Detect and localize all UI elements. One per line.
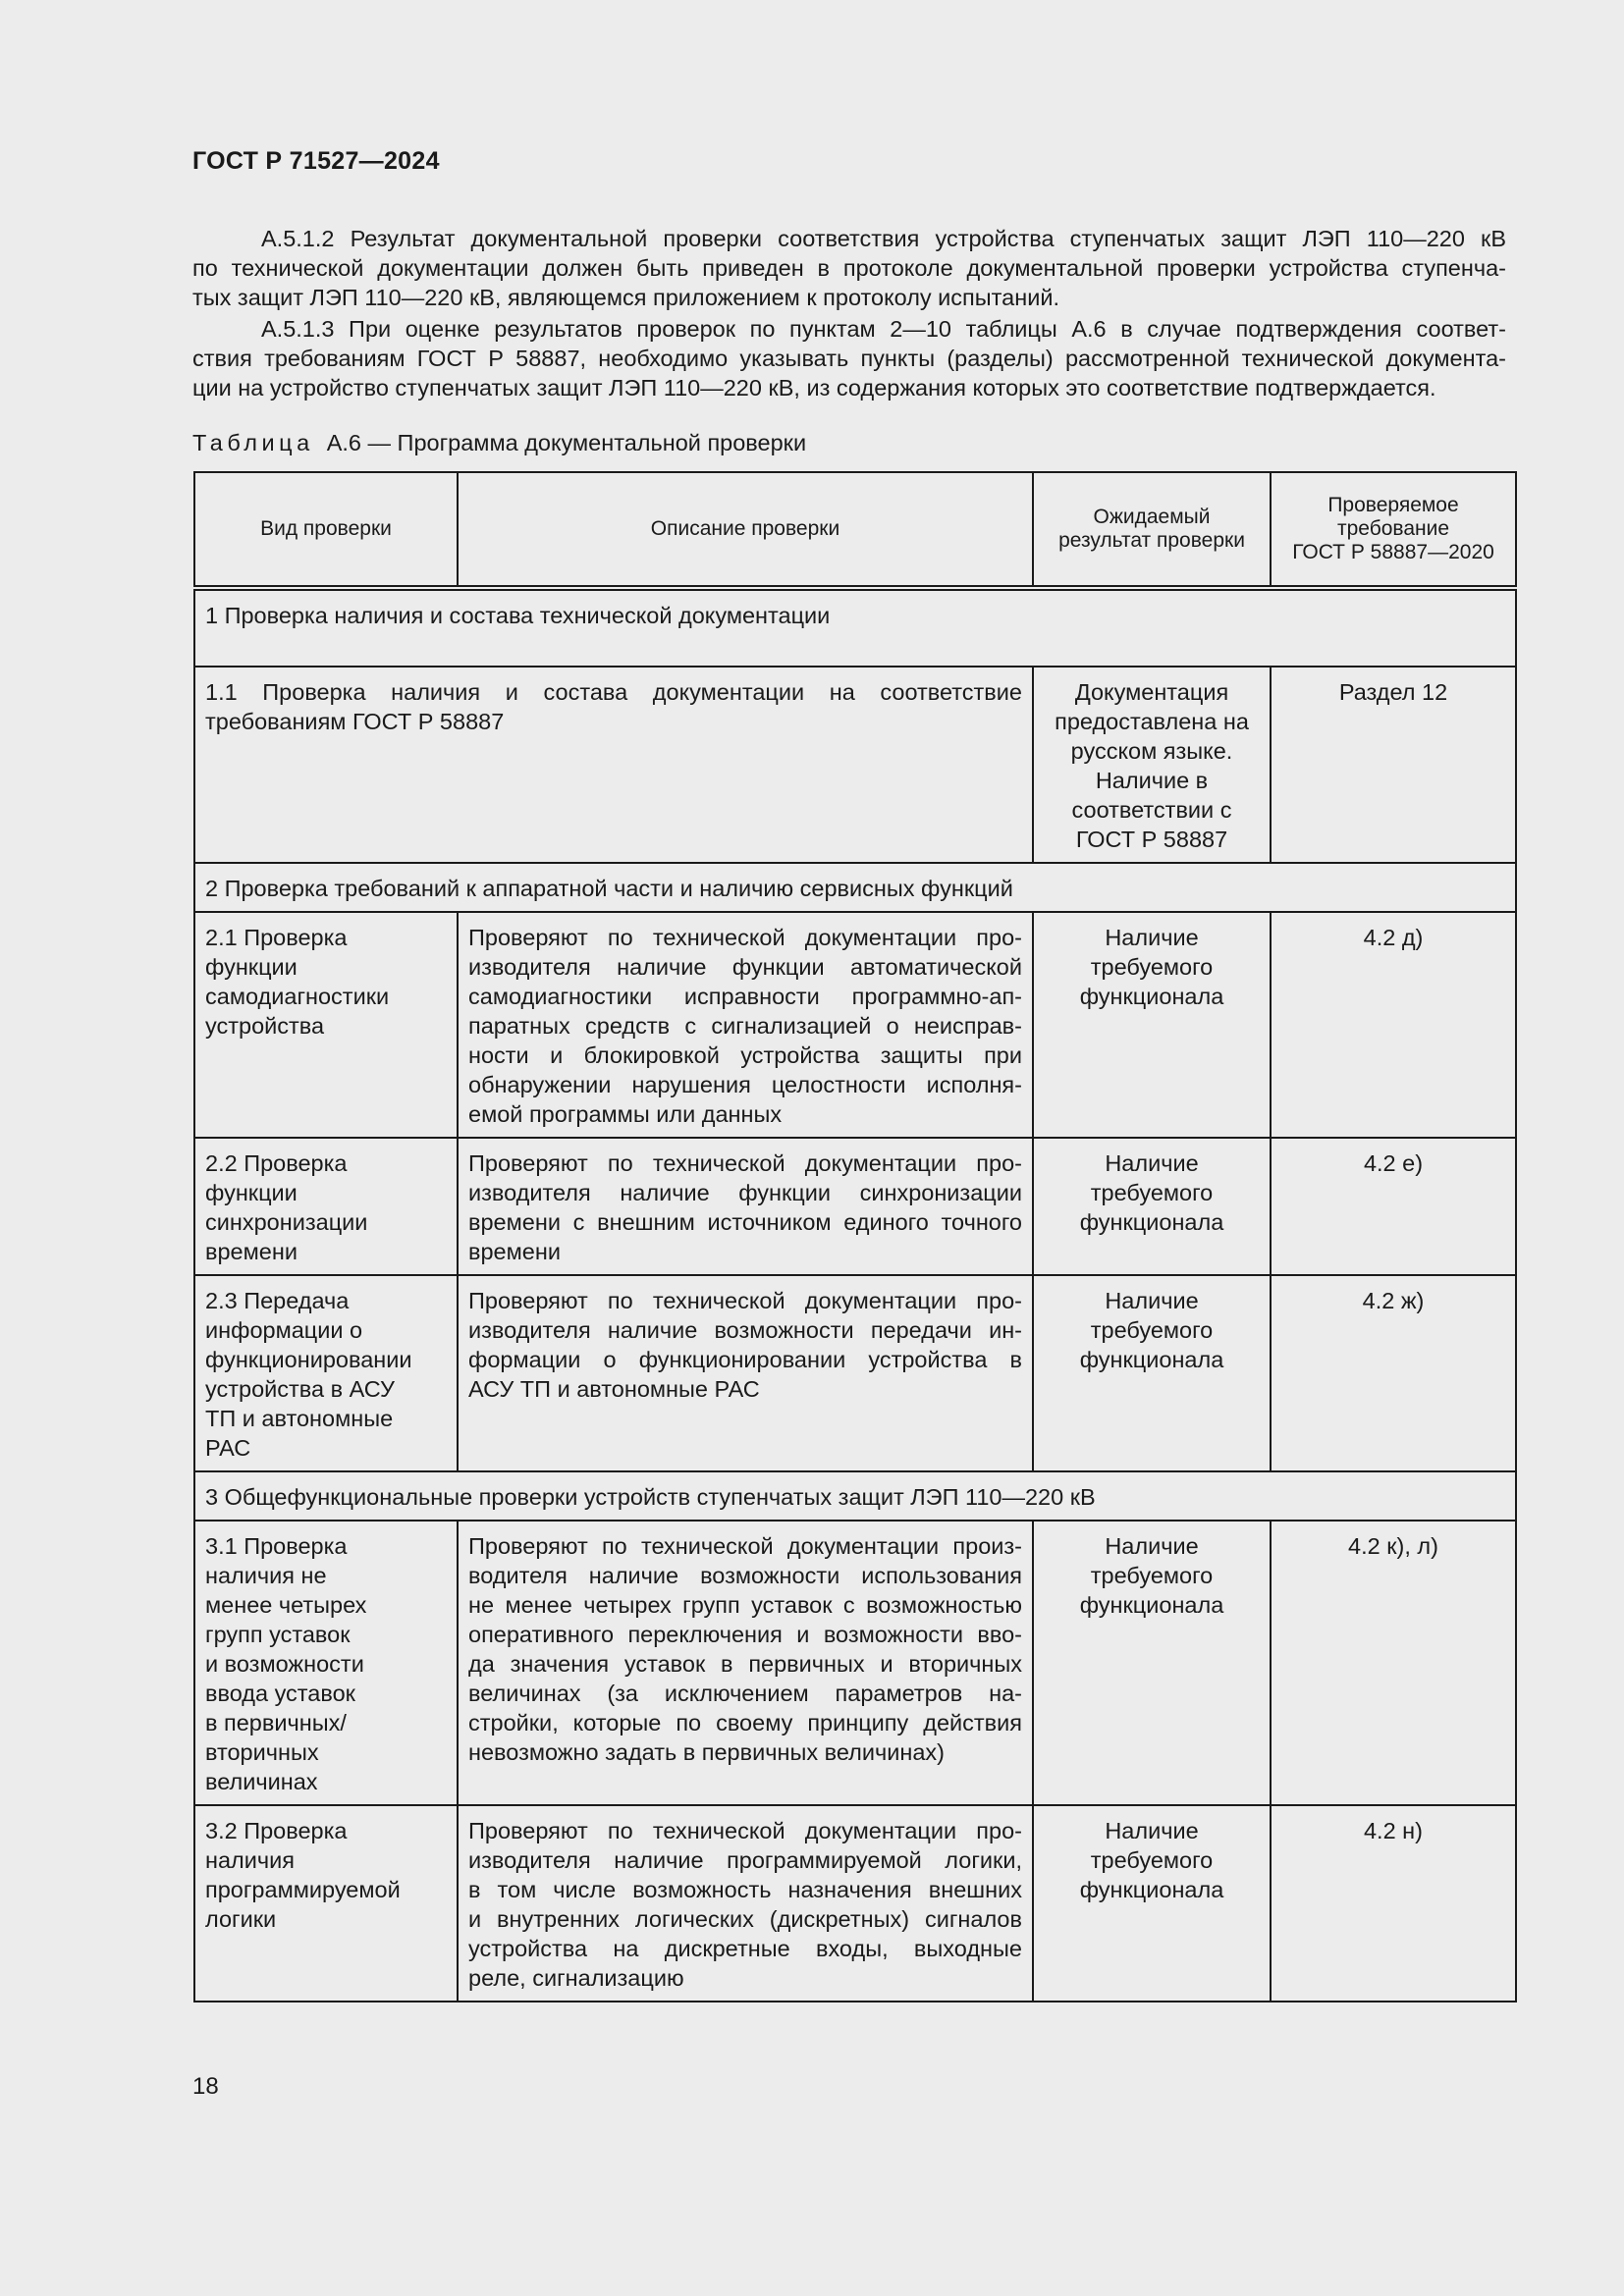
row-2-3-description xyxy=(458,1275,1033,1471)
cell-line: 2.3 Передача xyxy=(205,1288,350,1313)
cell-line: не менее четырех групп уставок с возможностью xyxy=(468,1592,1022,1618)
row-3-2-requirement: 4.2 н) xyxy=(1271,1805,1516,2002)
row-2-3-requirement: 4.2 ж) xyxy=(1271,1275,1516,1471)
section-2-title: 2 Проверка требований к аппаратной части и наличию сервисных функций xyxy=(194,863,1516,912)
cell-line: изводителя наличие программируемой логики, xyxy=(468,1847,1022,1873)
cell-line: в том числе возможность назначения внешних xyxy=(468,1877,1022,1902)
cell-line: оперативного переключения и возможности вво- xyxy=(468,1622,1022,1647)
header-line: Ожидаемый xyxy=(1093,506,1211,528)
cell-line: изводителя наличие функции синхронизации xyxy=(468,1180,1022,1205)
header-requirement xyxy=(1271,472,1516,588)
cell-line: функционала xyxy=(1079,1347,1224,1372)
cell-line: времени с внешним источником единого точного xyxy=(468,1209,1022,1235)
table-header-row xyxy=(194,472,1516,588)
cell-line: функционала xyxy=(1079,1877,1224,1902)
row-1-1-result xyxy=(1033,667,1271,863)
row-2-2-result xyxy=(1033,1138,1271,1275)
row-3-1-check xyxy=(194,1521,458,1805)
cell-line: емой программы или данных xyxy=(468,1101,783,1127)
cell-line: функционала xyxy=(1079,1209,1224,1235)
header-check-type: Вид проверки xyxy=(194,472,458,588)
table-caption-label: Таблица xyxy=(192,430,314,455)
row-2-1-check xyxy=(194,912,458,1138)
cell-line: самодиагностики xyxy=(205,984,390,1009)
cell-line: устройства в АСУ xyxy=(205,1376,395,1402)
row-1-1-requirement: Раздел 12 xyxy=(1271,667,1516,863)
cell-line: предоставлена на xyxy=(1055,709,1249,734)
row-2-1-requirement: 4.2 д) xyxy=(1271,912,1516,1138)
cell-line: информации о xyxy=(205,1317,363,1343)
cell-line: да значения уставок в первичных и вторичных xyxy=(468,1651,1022,1677)
cell-line: 2.2 Проверка xyxy=(205,1150,348,1176)
text-line: А.5.1.3 При оценке результатов проверок по пунктам 2—10 таблицы А.6 в случае подтверждения соответ- xyxy=(261,316,1506,342)
cell-line: требуемого xyxy=(1090,954,1214,980)
cell-line: 1.1 Проверка наличия и состава документации на соответствие xyxy=(205,679,1022,705)
header-line: ГОСТ Р 58887—2020 xyxy=(1292,541,1494,563)
cell-line: наличия не xyxy=(205,1563,327,1588)
cell-line: функционала xyxy=(1079,1592,1224,1618)
cell-line: Наличие xyxy=(1105,1818,1199,1843)
row-3-1-requirement: 4.2 к), л) xyxy=(1271,1521,1516,1805)
table-row xyxy=(194,667,1516,863)
cell-line: времени xyxy=(205,1239,298,1264)
cell-line: 3.2 Проверка xyxy=(205,1818,348,1843)
cell-line: функции xyxy=(205,954,298,980)
header-line: требование xyxy=(1336,517,1450,540)
cell-line: времени xyxy=(468,1239,561,1264)
cell-line: водителя наличие возможности использования xyxy=(468,1563,1022,1588)
row-3-1-description xyxy=(458,1521,1033,1805)
cell-line: ГОСТ Р 58887 xyxy=(1075,827,1228,852)
cell-line: Проверяют по технической документации про- xyxy=(468,1150,1022,1176)
document-header: ГОСТ Р 71527—2024 xyxy=(192,147,440,175)
cell-line: Наличие в xyxy=(1095,768,1209,793)
row-2-3-result xyxy=(1033,1275,1271,1471)
cell-line: реле, сигнализацию xyxy=(468,1965,684,1991)
cell-line: Наличие xyxy=(1105,925,1199,950)
cell-line: паратных средств с сигнализацией о неисправ- xyxy=(468,1013,1022,1039)
section-row xyxy=(194,1471,1516,1521)
cell-line: Проверяют по технической документации произ- xyxy=(468,1533,1022,1559)
cell-line: обнаружении нарушения целостности исполня- xyxy=(468,1072,1022,1097)
cell-line: устройства на дискретные входы, выходные xyxy=(468,1936,1022,1961)
cell-line: вторичных xyxy=(205,1739,319,1765)
row-2-3-check xyxy=(194,1275,458,1471)
row-3-2-description xyxy=(458,1805,1033,2002)
cell-line: требуемого xyxy=(1090,1847,1214,1873)
header-expected-result xyxy=(1033,472,1271,588)
cell-line: Проверяют по технической документации про- xyxy=(468,1818,1022,1843)
paragraph-a-5-1-2 xyxy=(192,224,1506,312)
cell-line: величинах xyxy=(205,1769,318,1794)
cell-line: изводителя наличие возможности передачи ин- xyxy=(468,1317,1022,1343)
cell-line: функционировании xyxy=(205,1347,412,1372)
cell-line: ТП и автономные xyxy=(205,1406,394,1431)
row-3-2-result xyxy=(1033,1805,1271,2002)
cell-line: требуемого xyxy=(1090,1563,1214,1588)
cell-line: синхронизации xyxy=(205,1209,368,1235)
cell-line: Наличие xyxy=(1105,1150,1199,1176)
cell-line: менее четырех xyxy=(205,1592,367,1618)
cell-line: групп уставок xyxy=(205,1622,351,1647)
cell-line: формации о функционировании устройства в xyxy=(468,1347,1022,1372)
row-2-2-check xyxy=(194,1138,458,1275)
paragraph-a-5-1-3 xyxy=(192,314,1506,402)
table-row xyxy=(194,1275,1516,1471)
cell-line: 3.1 Проверка xyxy=(205,1533,348,1559)
cell-line: Наличие xyxy=(1105,1288,1199,1313)
cell-line: величинах (за исключением параметров на- xyxy=(468,1681,1022,1706)
row-3-2-check xyxy=(194,1805,458,2002)
cell-line: невозможно задать в первичных величинах) xyxy=(468,1739,945,1765)
cell-line: функции xyxy=(205,1180,298,1205)
cell-line: 2.1 Проверка xyxy=(205,925,348,950)
cell-line: ности и блокировкой устройства защиты при xyxy=(468,1042,1022,1068)
table-caption xyxy=(192,428,806,457)
section-1-title: 1 Проверка наличия и состава технической документации xyxy=(194,588,1516,667)
table-row xyxy=(194,1521,1516,1805)
row-3-1-result xyxy=(1033,1521,1271,1805)
section-row xyxy=(194,588,1516,667)
table-caption-text: А.6 — Программа документальной проверки xyxy=(326,430,807,455)
cell-line: требованиям ГОСТ Р 58887 xyxy=(205,709,505,734)
row-2-2-requirement: 4.2 е) xyxy=(1271,1138,1516,1275)
text-line: А.5.1.2 Результат документальной проверки соответствия устройства ступенчатых защит ЛЭП 110—220 кВ xyxy=(261,226,1506,251)
table-row xyxy=(194,1805,1516,2002)
cell-line: ввода уставок xyxy=(205,1681,355,1706)
cell-line: самодиагностики исправности программно-ап- xyxy=(468,984,1022,1009)
cell-line: наличия xyxy=(205,1847,295,1873)
cell-line: Проверяют по технической документации про- xyxy=(468,925,1022,950)
table-row xyxy=(194,912,1516,1138)
cell-line: соответствии с xyxy=(1071,797,1232,823)
row-2-2-description xyxy=(458,1138,1033,1275)
cell-line: и внутренних логических (дискретных) сигналов xyxy=(468,1906,1022,1932)
text-line: ствия требованиям ГОСТ Р 58887, необходимо указывать пункты (разделы) рассмотренной технической документа- xyxy=(192,346,1506,371)
page-number: 18 xyxy=(192,2073,219,2100)
cell-line: логики xyxy=(205,1906,277,1932)
row-1-1-check xyxy=(194,667,1033,863)
cell-line: Наличие xyxy=(1105,1533,1199,1559)
cell-line: РАС xyxy=(205,1435,251,1461)
text-line: ции на устройство ступенчатых защит ЛЭП 110—220 кВ, из содержания которых это соответствие подтверждается. xyxy=(192,375,1436,400)
cell-line: Проверяют по технической документации про- xyxy=(468,1288,1022,1313)
row-2-1-description xyxy=(458,912,1033,1138)
cell-line: требуемого xyxy=(1090,1180,1214,1205)
cell-line: функционала xyxy=(1079,984,1224,1009)
text-line: по технической документации должен быть приведен в протоколе документальной проверки устройства ступенча- xyxy=(192,255,1506,281)
verification-table xyxy=(193,471,1517,2002)
cell-line: устройства xyxy=(205,1013,325,1039)
row-2-1-result xyxy=(1033,912,1271,1138)
header-line: Проверяемое xyxy=(1327,494,1459,516)
header-description: Описание проверки xyxy=(458,472,1033,588)
section-row xyxy=(194,863,1516,912)
cell-line: и возможности xyxy=(205,1651,364,1677)
header-line: результат проверки xyxy=(1058,529,1245,552)
cell-line: требуемого xyxy=(1090,1317,1214,1343)
cell-line: изводителя наличие функции автоматической xyxy=(468,954,1022,980)
cell-line: в первичных/ xyxy=(205,1710,347,1735)
section-3-title: 3 Общефункциональные проверки устройств ступенчатых защит ЛЭП 110—220 кВ xyxy=(194,1471,1516,1521)
cell-line: Документация xyxy=(1074,679,1229,705)
table-row xyxy=(194,1138,1516,1275)
cell-line: русском языке. xyxy=(1070,738,1233,764)
text-line: тых защит ЛЭП 110—220 кВ, являющемся приложением к протоколу испытаний. xyxy=(192,285,1060,310)
cell-line: АСУ ТП и автономные РАС xyxy=(468,1376,760,1402)
cell-line: программируемой xyxy=(205,1877,401,1902)
cell-line: стройки, которые по своему принципу действия xyxy=(468,1710,1022,1735)
